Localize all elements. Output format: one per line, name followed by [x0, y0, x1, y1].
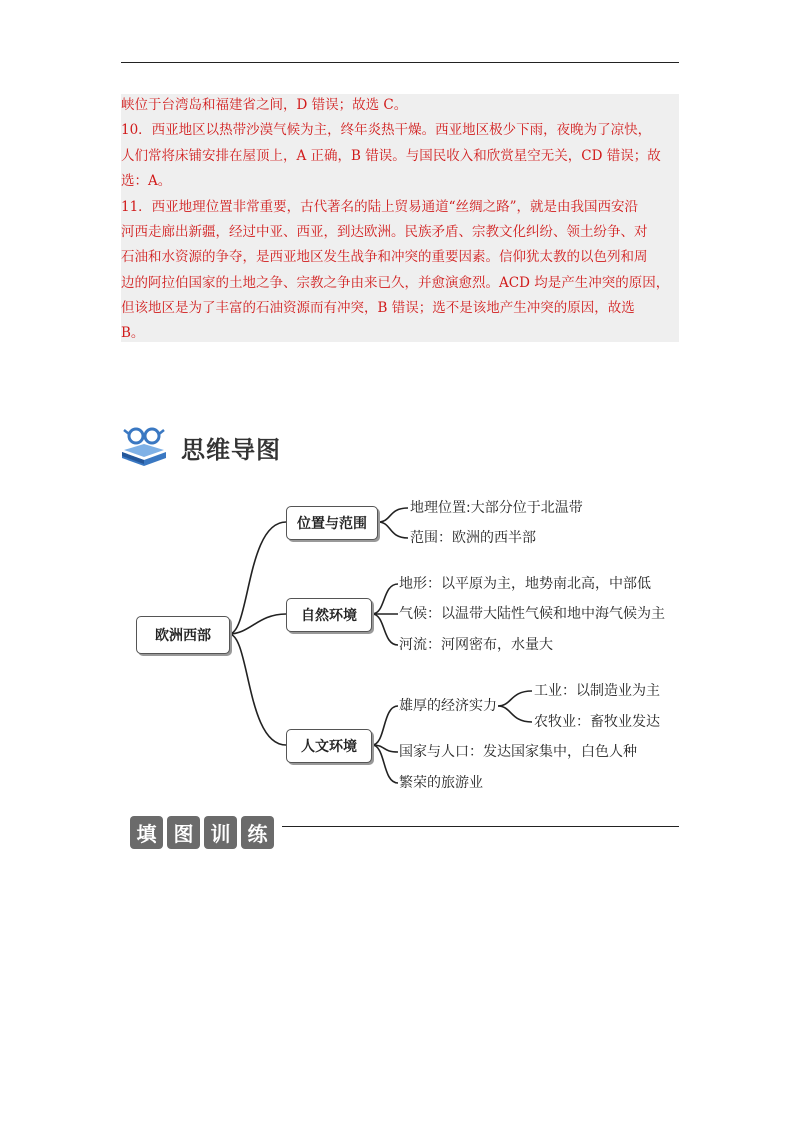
answer-line: 11．西亚地理位置非常重要，古代著名的陆上贸易通道“丝绸之路”，就是由我国西安沿: [121, 199, 638, 215]
answer-line: 人们常将床铺安排在屋顶上，A 正确，B 错误。与国民收入和欣赏星空无关，CD 错误；故: [121, 148, 661, 164]
answer-line: B。: [121, 325, 145, 341]
mindmap-leaf: 河流：河网密布，水量大: [399, 637, 553, 653]
mindmap-root-node: 欧洲西部: [136, 616, 230, 654]
mindmap-leaf: 繁荣的旅游业: [399, 775, 483, 791]
title-char: 训: [204, 816, 237, 849]
book-glasses-icon: [120, 424, 168, 466]
answer-line: 河西走廊出新疆，经过中亚、西亚，到达欧洲。民族矛盾、宗教文化纠纷、领土纷争、对: [121, 224, 648, 240]
header-rule: [121, 62, 679, 63]
title-char: 图: [167, 816, 200, 849]
title-char: 练: [241, 816, 274, 849]
mindmap-subleaf: 工业：以制造业为主: [534, 683, 660, 699]
title-char: 填: [130, 816, 163, 849]
mindmap-branch-location: 位置与范围: [286, 506, 378, 540]
answer-line: 10．西亚地区以热带沙漠气候为主，终年炎热干燥。西亚地区极少下雨，夜晚为了凉快，: [121, 122, 652, 138]
mindmap-leaf: 地形：以平原为主，地势南北高，中部低: [399, 576, 651, 592]
answer-line: 选：A。: [121, 173, 172, 189]
answer-line: 石油和水资源的争夺，是西亚地区发生战争和冲突的重要因素。信仰犹太教的以色列和周: [121, 249, 648, 265]
answer-line: 峡位于台湾岛和福建省之间，D 错误；故选 C。: [121, 97, 408, 113]
answer-line: 边的阿拉伯国家的土地之争、宗教之争由来已久，并愈演愈烈。ACD 均是产生冲突的原因，: [121, 275, 670, 291]
mindmap-leaf: 地理位置:大部分位于北温带: [410, 500, 583, 516]
mindmap-leaf: 国家与人口：发达国家集中，白色人种: [399, 744, 637, 760]
mindmap-leaf: 范围：欧洲的西半部: [410, 530, 536, 546]
mindmap-branch-human: 人文环境: [286, 729, 372, 763]
mindmap-branch-natural: 自然环境: [286, 598, 372, 632]
section-divider: [282, 826, 679, 827]
mindmap-leaf: 雄厚的经济实力: [399, 698, 497, 714]
section-title-fill-map: [130, 816, 274, 850]
answer-line: 但该地区是为了丰富的石油资源而有冲突，B 错误；选不是该地产生冲突的原因，故选: [121, 300, 635, 316]
mindmap-subleaf: 农牧业：畜牧业发达: [534, 714, 660, 730]
section-title-mindmap: 思维导图: [181, 436, 281, 464]
mindmap-leaf: 气候：以温带大陆性气候和地中海气候为主: [399, 606, 665, 622]
